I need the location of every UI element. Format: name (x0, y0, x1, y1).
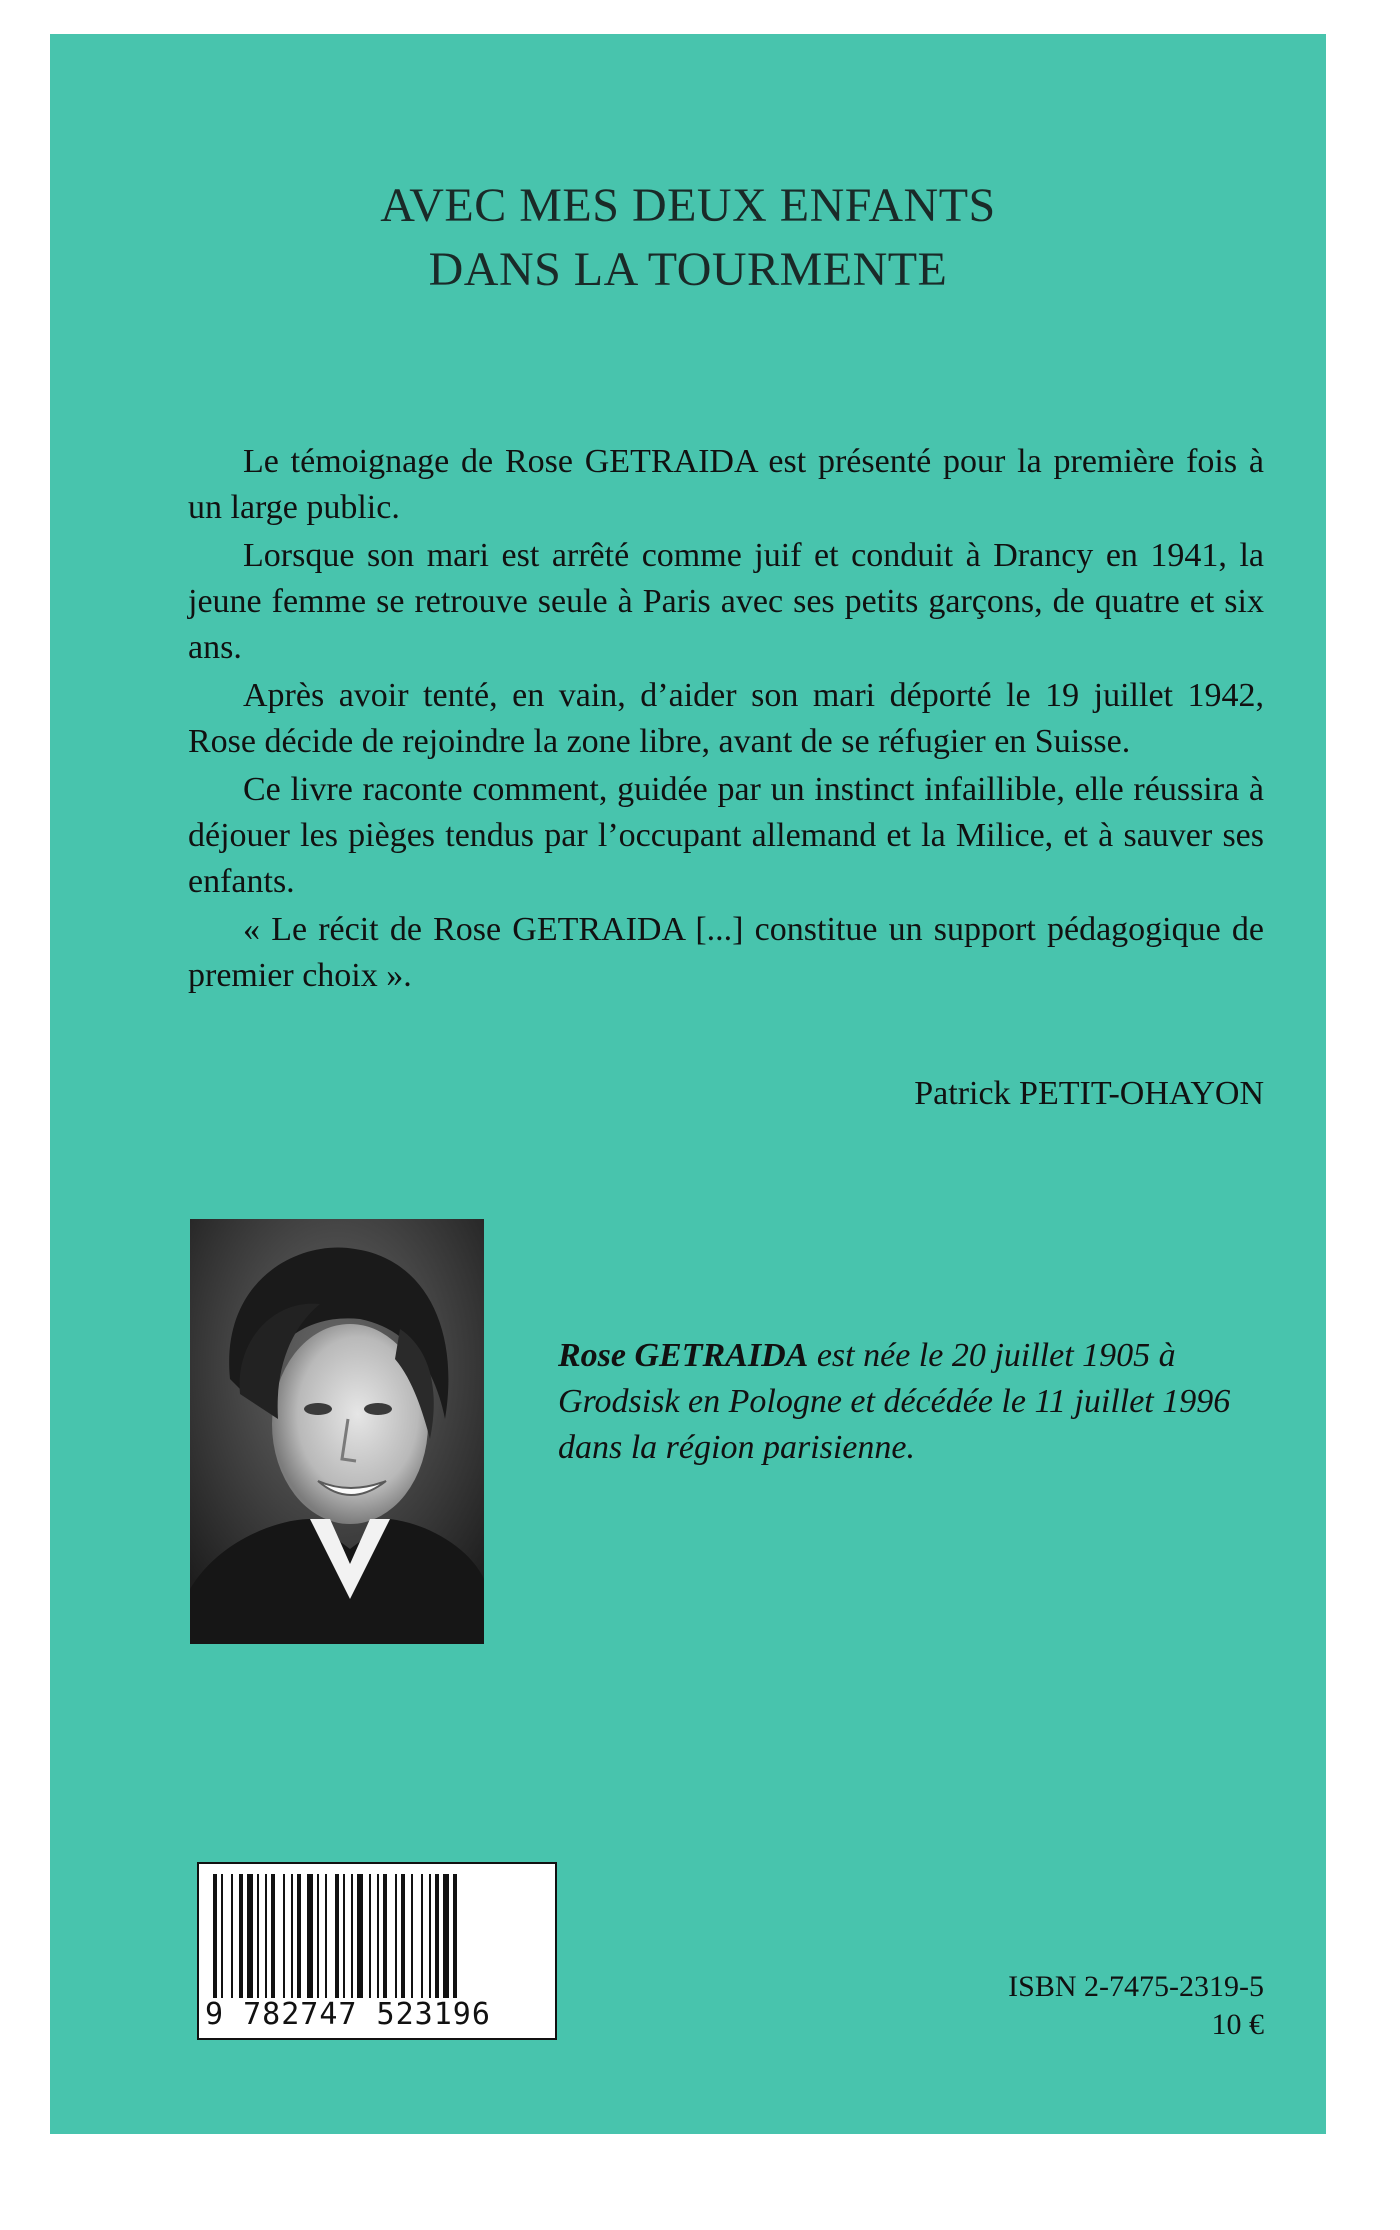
blurb (188, 439, 1264, 1001)
book-back-cover (50, 34, 1326, 2134)
author-portrait-photo (190, 1219, 484, 1644)
author-bio (558, 1333, 1264, 1471)
quote-paragraph: « Le récit de Rose GETRAIDA [...] constitue un support pédagogique de premier choix ». (188, 911, 1264, 994)
bio-author-name: Rose GETRAIDA (558, 1337, 809, 1374)
barcode (197, 1862, 557, 2040)
author-portrait-icon (190, 1219, 484, 1644)
blurb-paragraph: Lorsque son mari est arrêté comme juif et conduit à Drancy en 1941, la jeune femme se retrouve seule à Paris avec ses petits garçons, de quatre et six ans. (188, 537, 1264, 666)
price: 10 € (1211, 2008, 1264, 2041)
blurb-paragraph: Le témoignage de Rose GETRAIDA est présenté pour la première fois à un large public. (188, 443, 1264, 526)
book-title (50, 174, 1326, 302)
title-line-1: AVEC MES DEUX ENFANTS (380, 179, 996, 232)
isbn-number: ISBN 2-7475-2319-5 (1008, 1970, 1264, 2003)
title-line-2: DANS LA TOURMENTE (428, 243, 948, 296)
bio-text: est née le 20 juillet 1905 à Grodsisk en Pologne et décédée le 11 juillet 1996 dans la région parisienne. (558, 1337, 1231, 1466)
blurb-paragraph: Après avoir tenté, en vain, d’aider son mari déporté le 19 juillet 1942, Rose décide de rejoindre la zone libre, avant de se réfugier en Suisse. (188, 677, 1264, 760)
blurb-paragraph: Ce livre raconte comment, guidée par un instinct infaillible, elle réussira à déjouer les pièges tendus par l’occupant allemand et la Milice, et à sauver ses enfants. (188, 771, 1264, 900)
quote-author: Patrick PETIT-OHAYON (914, 1075, 1264, 1112)
isbn-block (1008, 1968, 1264, 2044)
barcode-digits: 9 782747 523196 (205, 1997, 491, 2032)
